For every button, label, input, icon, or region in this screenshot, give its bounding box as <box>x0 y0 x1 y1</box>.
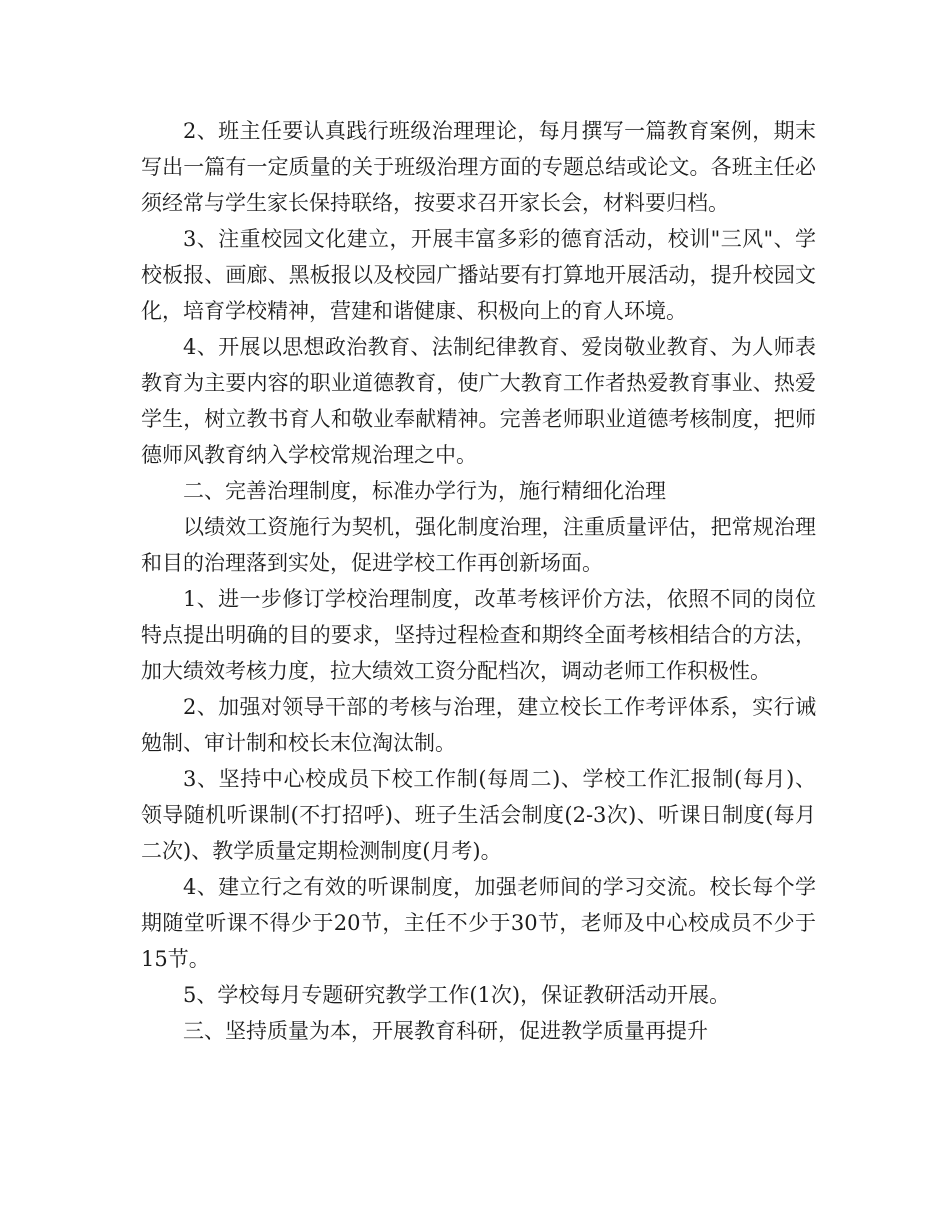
paragraph-class-teacher-cases: 2、班主任要认真践行班级治理理论，每月撰写一篇教育案例，期末写出一篇有一定质量的关于班级治理方面的专题总结或论文。各班主任必须经常与学生家长保持联络，按要求召开家长会，材料要归档。 <box>141 119 816 215</box>
section-heading-3: 三、坚持质量为本，开展教育科研，促进教学质量再提升 <box>183 1019 708 1043</box>
paragraph-professional-ethics: 4、开展以思想政治教育、法制纪律教育、爱岗敬业教育、为人师表教育为主要内容的职业道德教育，使广大教育工作者热爱教育事业、热爱学生，树立教书育人和敬业奉献精神。完善老师职业道德考核制度，把师德师风教育纳入学校常规治理之中。 <box>141 335 816 467</box>
paragraph-monthly-research: 5、学校每月专题研究教学工作(1次)，保证教研活动开展。 <box>183 983 731 1007</box>
paragraph-performance-pay: 以绩效工资施行为契机，强化制度治理，注重质量评估，把常规治理和目的治理落到实处，促进学校工作再创新场面。 <box>141 515 816 575</box>
paragraph-revise-rules: 1、进一步修订学校治理制度，改革考核评价方法，依照不同的岗位特点提出明确的目的要求，坚持过程检查和期终全面考核相结合的方法，加大绩效考核力度，拉大绩效工资分配档次，调动老师工作积极性。 <box>141 587 816 683</box>
section-heading-2: 二、完善治理制度，标准办学行为，施行精细化治理 <box>183 479 666 503</box>
paragraph-campus-culture: 3、注重校园文化建立，开展丰富多彩的德育活动，校训"三风"、学校板报、画廊、黑板报以及校园广播站要有打算地开展活动，提升校园文化，培育学校精神，营建和谐健康、积极向上的育人环境。 <box>141 227 816 323</box>
paragraph-lesson-observation: 4、建立行之有效的听课制度，加强老师间的学习交流。校长每个学期随堂听课不得少于20节，主任不少于30节，老师及中心校成员不少于15节。 <box>141 875 816 971</box>
paragraph-work-systems: 3、坚持中心校成员下校工作制(每周二)、学校工作汇报制(每月)、领导随机听课制(不打招呼)、班子生活会制度(2-3次)、听课日制度(每月二次)、教学质量定期检测制度(月考)。 <box>141 767 816 863</box>
document-body <box>141 113 816 1049</box>
paragraph-leader-assessment: 2、加强对领导干部的考核与治理，建立校长工作考评体系，实行诫勉制、审计制和校长末位淘汰制。 <box>141 695 816 755</box>
